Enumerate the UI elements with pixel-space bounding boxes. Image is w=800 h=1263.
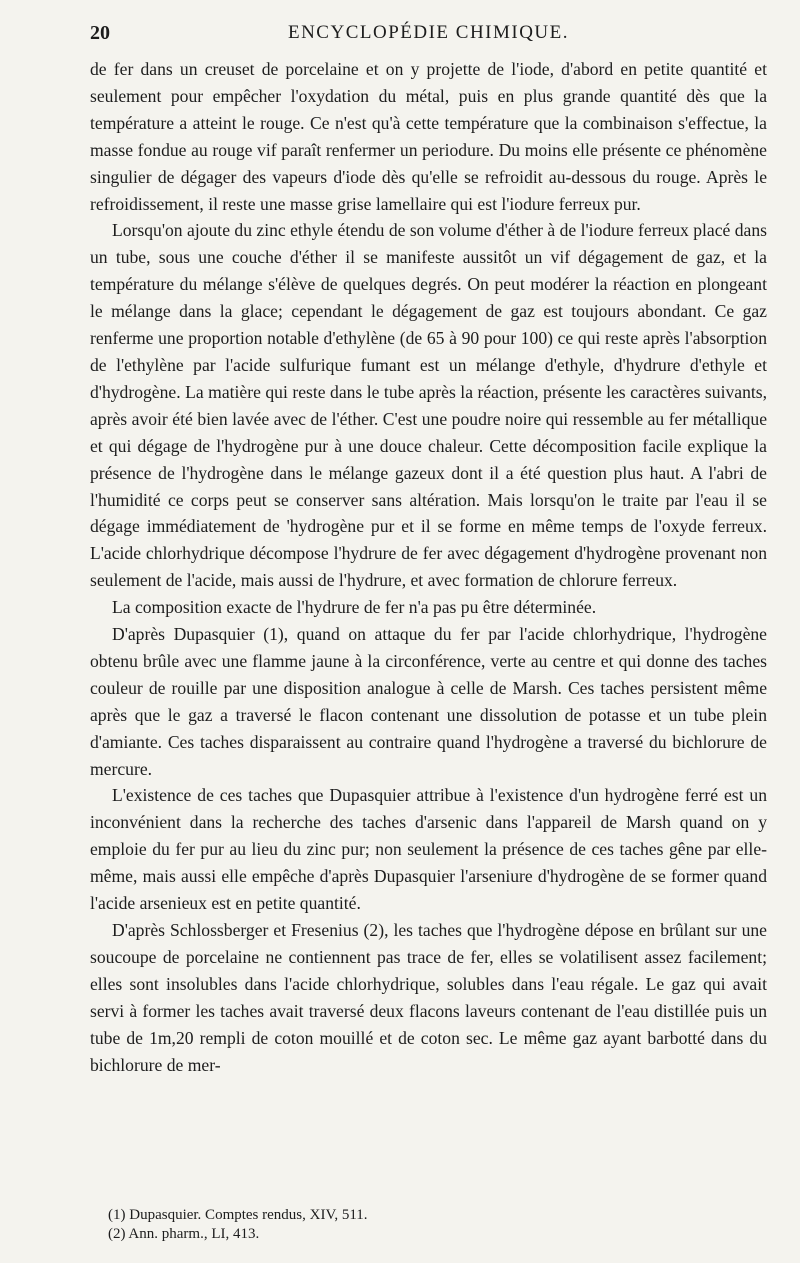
paragraph-6: D'après Schlossberger et Fresenius (2), les taches que l'hydrogène dépose en brûlant sur une soucoupe de porcelaine ne contiennent pas trace de fer, elles se volatilisent assez facilement; elles sont insolubles dans l'acide chlorhydrique, solubles dans l'eau régale. Le gaz qui avait servi à former les taches avait traversé deux flacons laveurs contenant de l'eau distillée puis un tube de 1m,20 rempli de coton mouillé et de coton sec. Le même gaz ayant barbotté dans du bichlorure de mer- bbox=[90, 920, 767, 1075]
paragraph-1: de fer dans un creuset de porcelaine et on y projette de l'iode, d'abord en petite quantité et seulement pour empêcher l'oxydation du métal, puis en plus grande quantité dès que la température a atteint le rouge. Ce n'est qu'à cette température que la combinaison s'effectue, la masse fondue au rouge vif paraît renfermer un periodure. Du moins elle présente ce phénomène singulier de dégager des vapeurs d'iode dès qu'elle se refroidit au-dessous du rouge. Après le refroidissement, il reste une masse grise lamellaire qui est l'iodure ferreux pur. bbox=[90, 59, 767, 214]
running-head: ENCYCLOPÉDIE CHIMIQUE. bbox=[287, 22, 570, 43]
footnotes bbox=[108, 1206, 767, 1244]
footnote-2: (2) Ann. pharm., LI, 413. bbox=[108, 1226, 260, 1242]
page-header bbox=[90, 20, 767, 50]
footnote-1: (1) Dupasquier. Comptes rendus, XIV, 511. bbox=[108, 1207, 368, 1223]
paragraph-3: La composition exacte de l'hydrure de fer n'a pas pu être déterminée. bbox=[112, 597, 597, 618]
paragraph-4: D'après Dupasquier (1), quand on attaque du fer par l'acide chlorhydrique, l'hydrogène obtenu brûle avec une flamme jaune à la circonférence, verte au centre et qui donne des taches couleur de rouille par une disposition analogue à celle de Marsh. Ces taches persistent même après que le gaz a traversé le flacon contenant une dissolution de potasse et un tube plein d'amiante. Ces taches disparaissent au contraire quand l'hydrogène a traversé du bichlorure de mercure. bbox=[90, 624, 767, 779]
paragraph-5: L'existence de ces taches que Dupasquier attribue à l'existence d'un hydrogène ferré est un inconvénient dans la recherche des taches d'arsenic dans l'appareil de Marsh quand on y emploie du fer pur au lieu du zinc pur; non seulement la présence de ces taches gêne par elle-même, mais aussi elle empêche d'après Dupasquier l'arseniure d'hydrogène de se former quand l'acide arsenieux est en petite quantité. bbox=[90, 785, 767, 914]
body-text bbox=[90, 56, 767, 1078]
paragraph-2: Lorsqu'on ajoute du zinc ethyle étendu de son volume d'éther à de l'iodure ferreux placé dans un tube, sous une couche d'éther il se manifeste aussitôt un vif dégagement de gaz, et la température du mélange s'élève de quelques degrés. On peut modérer la réaction en plongeant le mélange dans la glace; cependant le dégagement de gaz est toujours abondant. Ce gaz renferme une proportion notable d'ethylène (de 65 à 90 pour 100) ce qui reste après l'absorption de l'ethylène par l'acide sulfurique fumant est un mélange d'ethyle, d'hydrure d'ethyle et d'hydrogène. La matière qui reste dans le tube après la réaction, présente les caractères suivants, après avoir été bien lavée avec de l'éther. C'est une poudre noire qui ressemble au fer métallique et qui dégage de l'hydrogène pur à une douce chaleur. Cette décomposition facile explique la présence de l'hydrogène dans le mélange gazeux dont il a été question plus haut. A l'abri de l'humidité ce corps peut se conserver sans altération. Mais lorsqu'on le traite par l'eau il se dégage immédiatement de 'hydrogène pur et il se forme en même temps de l'oxyde ferreux. L'acide chlorhydrique décompose l'hydrure de fer avec dégagement d'hydrogène provenant non seulement de l'acide, mais aussi de l'hydrure, et avec formation de chlorure ferreux. bbox=[90, 220, 767, 591]
page-number: 20 bbox=[90, 22, 110, 44]
